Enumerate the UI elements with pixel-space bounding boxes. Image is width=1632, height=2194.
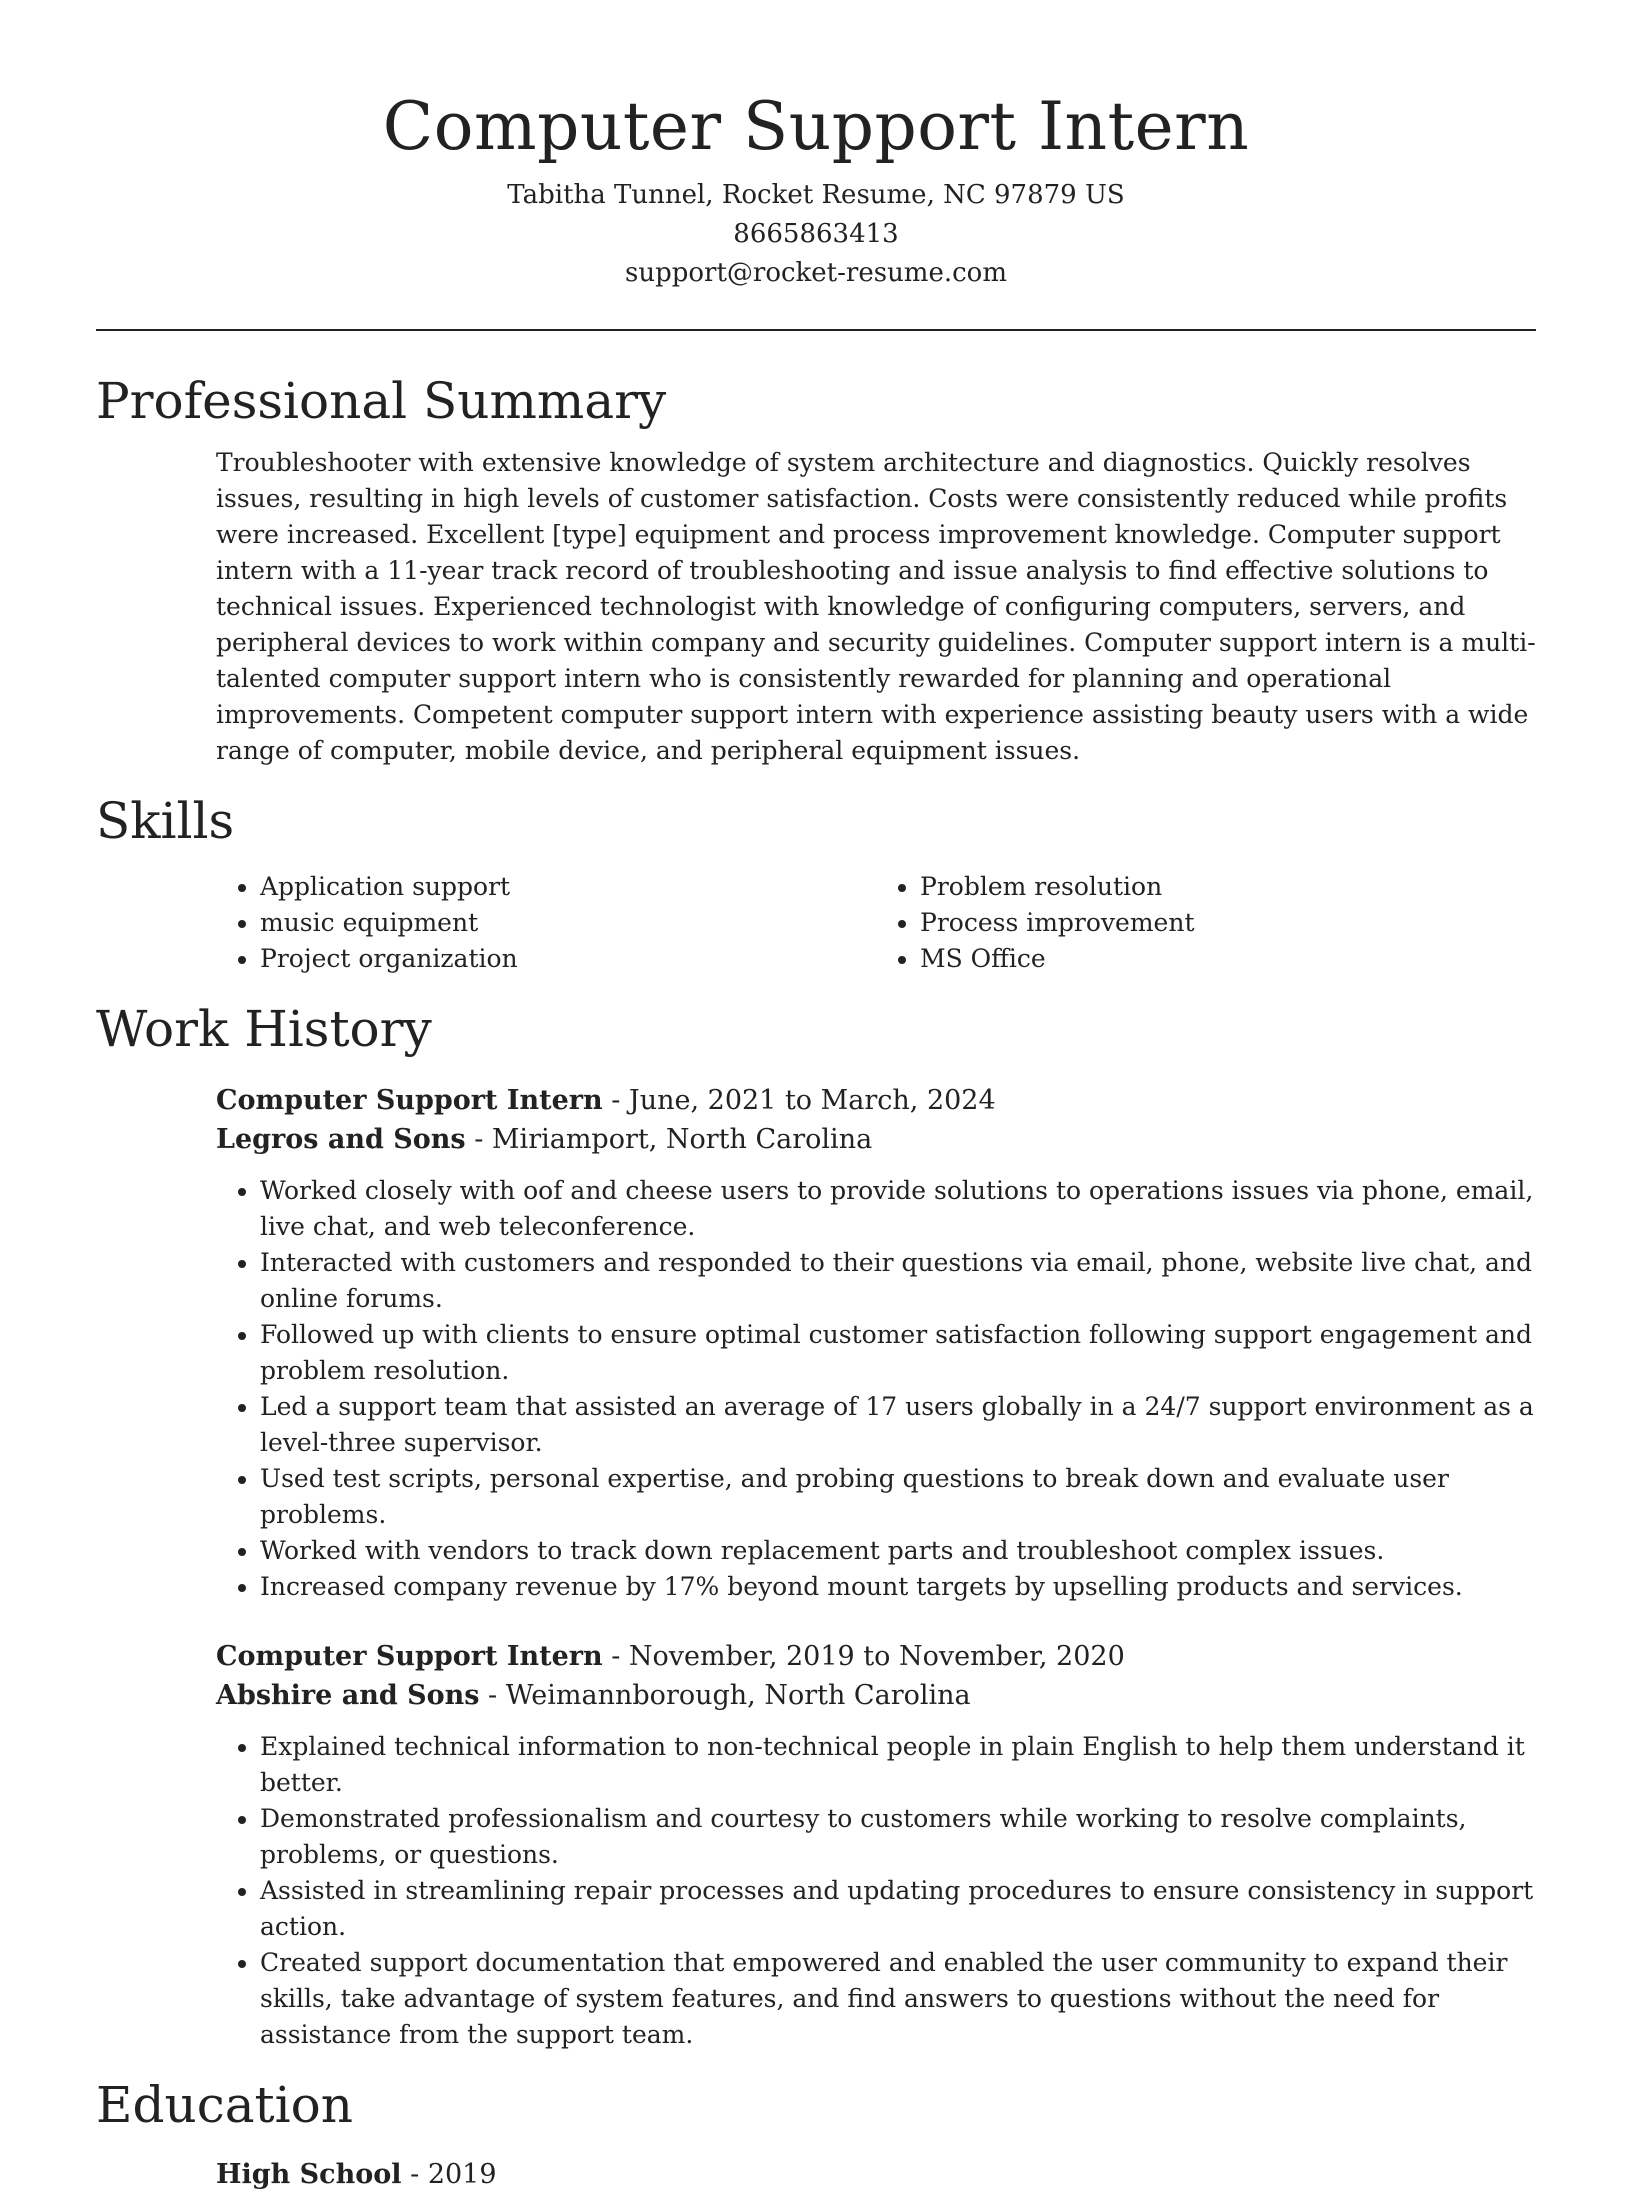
job-company: Legros and Sons [216, 1124, 466, 1155]
summary-text: Troubleshooter with extensive knowledge of system architecture and diagnostics. Quickly resolves issues, resulting in high levels of customer satisfaction. Costs were consistently reduced while profits were increased. Excellent [type] equipment and process improvement knowledge. Computer support intern with a 11-year track record of troubleshooting and issue analysis to find effective solutions to technical issues. Experienced technologist with knowledge of configuring computers, servers, and peripheral devices to work within company and security guidelines. Computer support intern is a multi-talented computer support intern who is consistently rewarded for planning and operational improvements. Competent computer support intern with experience assisting beauty users with a wide range of computer, mobile device, and peripheral equipment issues. [216, 448, 1536, 765]
job-location: - Miriamport, North Carolina [465, 1124, 873, 1155]
job-bullet: • Interacted with customers and responded to their questions via email, phone, website live chat, and online forums. [260, 1245, 1536, 1317]
job-entry [216, 1081, 1536, 1605]
job-role: Computer Support Intern [216, 1641, 603, 1672]
job-bullet: • Used test scripts, personal expertise, and probing questions to break down and evaluate user problems. [260, 1461, 1536, 1533]
skill-item: • MS Office [920, 941, 1536, 977]
job-title-line [216, 1081, 1536, 1120]
resume-header [96, 0, 1536, 293]
skill-item: • Process improvement [920, 905, 1536, 941]
job-bullets [216, 1729, 1536, 2053]
work-title: Work History [96, 1000, 432, 1058]
summary-title: Professional Summary [96, 372, 667, 430]
skills-title: Skills [96, 792, 235, 850]
job-bullets [216, 1173, 1536, 1605]
education-year: - 2019 [401, 2159, 497, 2190]
skill-item: • Problem resolution [920, 869, 1536, 905]
job-bullet: • Worked with vendors to track down replacement parts and troubleshoot complex issues. [260, 1533, 1536, 1569]
education-title: Education [96, 2076, 353, 2134]
job-bullet: • Worked closely with oof and cheese users to provide solutions to operations issues via phone, email, live chat, and web teleconference. [260, 1173, 1536, 1245]
job-company-line [216, 1120, 1536, 1159]
education-section [96, 2075, 1536, 2194]
skills-section [96, 791, 1536, 977]
skills-column-left [216, 869, 876, 977]
job-bullet: • Assisted in streamlining repair processes and updating procedures to ensure consistency in support action. [260, 1873, 1536, 1945]
job-bullet: • Created support documentation that empowered and enabled the user community to expand their skills, take advantage of system features, and find answers to questions without the need for assistance from the support team. [260, 1945, 1536, 2053]
skill-item: • Application support [260, 869, 876, 905]
job-company-line [216, 1676, 1536, 1715]
job-role: Computer Support Intern [216, 1085, 603, 1116]
job-company: Abshire and Sons [216, 1680, 480, 1711]
skill-item: • Project organization [260, 941, 876, 977]
job-bullet: • Followed up with clients to ensure optimal customer satisfaction following support engagement and problem resolution. [260, 1317, 1536, 1389]
contact-email: support@rocket-resume.com [624, 258, 1007, 288]
resume-name: Computer Support Intern [382, 88, 1250, 165]
job-dates: - June, 2021 to March, 2024 [602, 1085, 996, 1116]
skills-grid [216, 869, 1536, 977]
skills-column-right [876, 869, 1536, 977]
job-location: - Weimannborough, North Carolina [479, 1680, 971, 1711]
skill-item: • music equipment [260, 905, 876, 941]
job-dates: - November, 2019 to November, 2020 [602, 1641, 1125, 1672]
job-bullet: • Demonstrated professionalism and courtesy to customers while working to resolve complaints, problems, or questions. [260, 1801, 1536, 1873]
education-line [216, 2155, 1536, 2194]
contact-phone: 8665863413 [733, 219, 899, 249]
job-bullet: • Explained technical information to non-technical people in plain English to help them understand it better. [260, 1729, 1536, 1801]
contact-block [96, 176, 1536, 293]
job-entry [216, 1637, 1536, 2053]
summary-section [96, 371, 1536, 769]
contact-address: Tabitha Tunnel, Rocket Resume, NC 97879 US [507, 180, 1125, 210]
job-bullet: • Led a support team that assisted an average of 17 users globally in a 24/7 support environment as a level-three supervisor. [260, 1389, 1536, 1461]
work-section [96, 999, 1536, 2053]
header-divider [96, 329, 1536, 331]
education-degree: High School [216, 2159, 402, 2190]
job-bullet: • Increased company revenue by 17% beyond mount targets by upselling products and services. [260, 1569, 1536, 1605]
job-title-line [216, 1637, 1536, 1676]
